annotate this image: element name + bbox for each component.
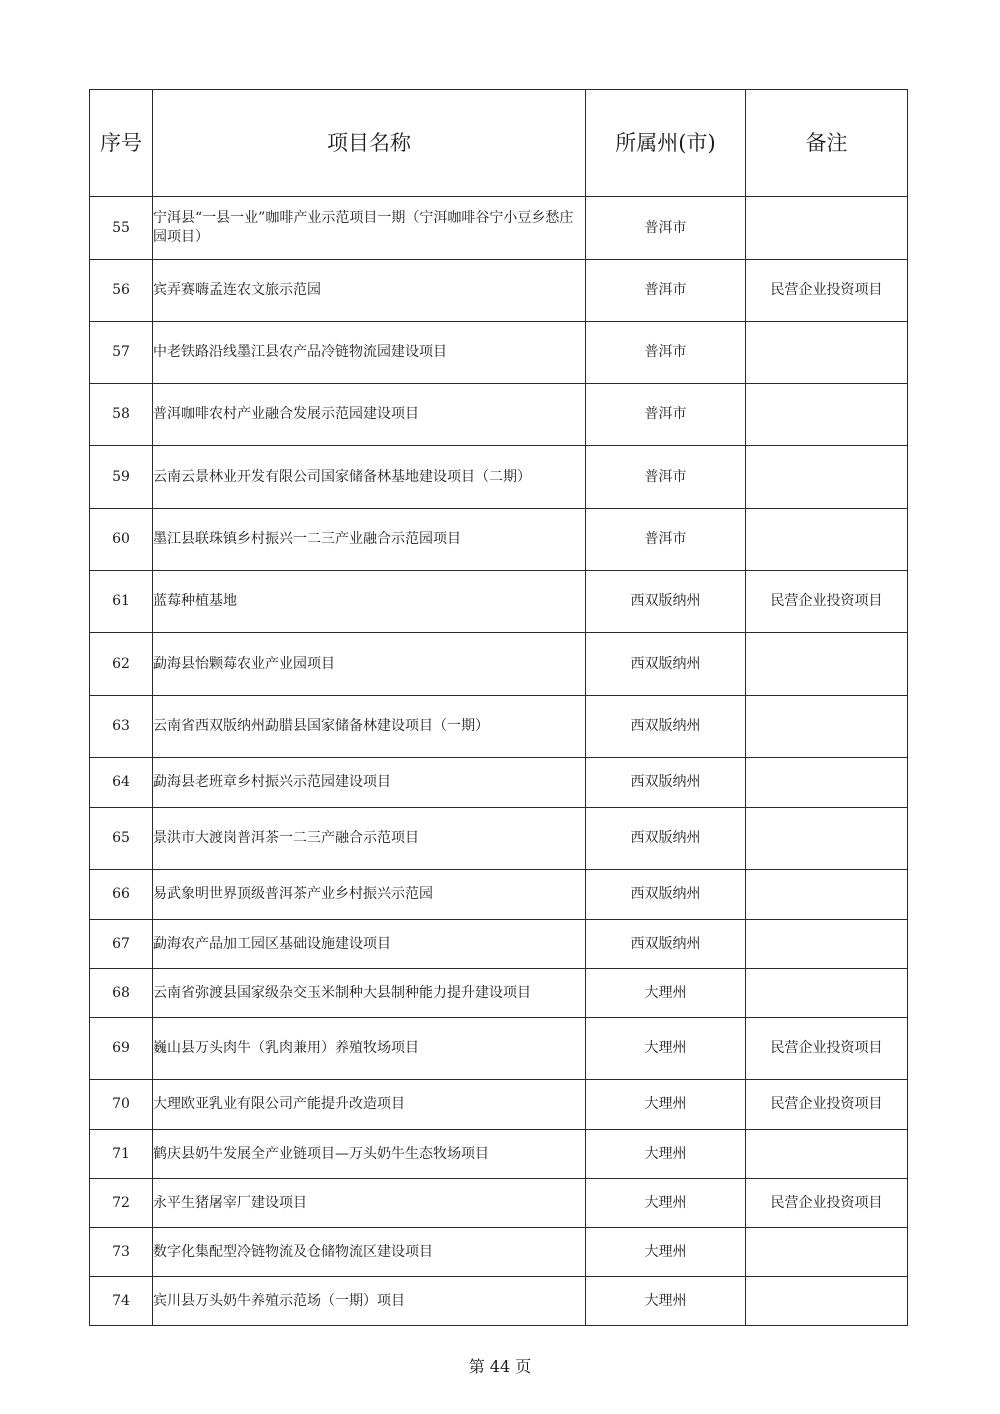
row-index: 57 <box>90 322 153 384</box>
row-city: 西双版纳州 <box>586 696 746 758</box>
row-city: 大理州 <box>586 1228 746 1277</box>
row-city: 西双版纳州 <box>586 758 746 808</box>
row-project-name: 云南省弥渡县国家级杂交玉米制种大县制种能力提升建设项目 <box>153 969 586 1018</box>
row-index: 56 <box>90 260 153 322</box>
row-index: 71 <box>90 1130 153 1179</box>
row-project-name: 勐海县老班章乡村振兴示范园建设项目 <box>153 758 586 808</box>
row-note <box>746 920 908 969</box>
table-header-row <box>90 90 908 197</box>
table-row <box>90 696 908 758</box>
table-row <box>90 969 908 1018</box>
row-city: 大理州 <box>586 1277 746 1326</box>
table-row <box>90 1080 908 1130</box>
row-note <box>746 633 908 696</box>
row-index: 68 <box>90 969 153 1018</box>
table-row <box>90 446 908 509</box>
row-project-name: 普洱咖啡农村产业融合发展示范园建设项目 <box>153 384 586 446</box>
row-project-name: 易武象明世界顶级普洱茶产业乡村振兴示范园 <box>153 870 586 920</box>
row-index: 61 <box>90 571 153 633</box>
table-row <box>90 758 908 808</box>
row-city: 普洱市 <box>586 322 746 384</box>
row-note <box>746 1228 908 1277</box>
row-note <box>746 1130 908 1179</box>
row-note: 民营企业投资项目 <box>746 1018 908 1080</box>
row-note <box>746 1277 908 1326</box>
row-index: 69 <box>90 1018 153 1080</box>
table-row <box>90 1277 908 1326</box>
table-row <box>90 1179 908 1228</box>
row-note <box>746 969 908 1018</box>
row-index: 60 <box>90 509 153 571</box>
row-city: 普洱市 <box>586 446 746 509</box>
row-city: 西双版纳州 <box>586 920 746 969</box>
table-row <box>90 1018 908 1080</box>
row-city: 大理州 <box>586 1130 746 1179</box>
row-note <box>746 322 908 384</box>
row-project-name: 中老铁路沿线墨江县农产品冷链物流园建设项目 <box>153 322 586 384</box>
row-project-name: 云南云景林业开发有限公司国家储备林基地建设项目（二期） <box>153 446 586 509</box>
row-note <box>746 197 908 260</box>
row-index: 74 <box>90 1277 153 1326</box>
row-project-name: 宁洱县“一县一业”咖啡产业示范项目一期（宁洱咖啡谷宁小豆乡愁庄园项目） <box>153 197 586 260</box>
row-project-name: 勐海县怡颗莓农业产业园项目 <box>153 633 586 696</box>
row-index: 65 <box>90 808 153 870</box>
row-project-name: 景洪市大渡岗普洱茶一二三产融合示范项目 <box>153 808 586 870</box>
row-project-name: 永平生猪屠宰厂建设项目 <box>153 1179 586 1228</box>
header-project-name: 项目名称 <box>153 90 586 197</box>
table-body <box>90 197 908 1326</box>
row-note <box>746 509 908 571</box>
row-note <box>746 758 908 808</box>
row-city: 普洱市 <box>586 260 746 322</box>
row-city: 普洱市 <box>586 384 746 446</box>
table-row <box>90 1228 908 1277</box>
row-note <box>746 808 908 870</box>
row-note: 民营企业投资项目 <box>746 571 908 633</box>
row-index: 67 <box>90 920 153 969</box>
row-city: 西双版纳州 <box>586 870 746 920</box>
row-index: 59 <box>90 446 153 509</box>
row-city: 大理州 <box>586 1179 746 1228</box>
table-row <box>90 322 908 384</box>
row-city: 普洱市 <box>586 197 746 260</box>
table-row <box>90 870 908 920</box>
row-note <box>746 870 908 920</box>
row-note <box>746 384 908 446</box>
row-project-name: 宾川县万头奶牛养殖示范场（一期）项目 <box>153 1277 586 1326</box>
table-row <box>90 1130 908 1179</box>
row-note: 民营企业投资项目 <box>746 1179 908 1228</box>
row-city: 大理州 <box>586 969 746 1018</box>
row-project-name: 数字化集配型冷链物流及仓储物流区建设项目 <box>153 1228 586 1277</box>
row-city: 普洱市 <box>586 509 746 571</box>
row-project-name: 蓝莓种植基地 <box>153 571 586 633</box>
header-city: 所属州(市) <box>586 90 746 197</box>
row-note <box>746 446 908 509</box>
row-city: 西双版纳州 <box>586 571 746 633</box>
table-row <box>90 509 908 571</box>
row-city: 西双版纳州 <box>586 808 746 870</box>
row-index: 70 <box>90 1080 153 1130</box>
row-project-name: 墨江县联珠镇乡村振兴一二三产业融合示范园项目 <box>153 509 586 571</box>
row-project-name: 宾弄赛嗨孟连农文旅示范园 <box>153 260 586 322</box>
table-row <box>90 384 908 446</box>
row-project-name: 鹤庆县奶牛发展全产业链项目—万头奶牛生态牧场项目 <box>153 1130 586 1179</box>
header-note: 备注 <box>746 90 908 197</box>
row-index: 66 <box>90 870 153 920</box>
table-row <box>90 920 908 969</box>
row-project-name: 巍山县万头肉牛（乳肉兼用）养殖牧场项目 <box>153 1018 586 1080</box>
row-index: 55 <box>90 197 153 260</box>
row-city: 大理州 <box>586 1080 746 1130</box>
row-project-name: 大理欧亚乳业有限公司产能提升改造项目 <box>153 1080 586 1130</box>
table-row <box>90 571 908 633</box>
table-row <box>90 197 908 260</box>
row-note: 民营企业投资项目 <box>746 1080 908 1130</box>
row-project-name: 勐海农产品加工园区基础设施建设项目 <box>153 920 586 969</box>
row-note <box>746 696 908 758</box>
row-city: 大理州 <box>586 1018 746 1080</box>
row-project-name: 云南省西双版纳州勐腊县国家储备林建设项目（一期） <box>153 696 586 758</box>
page-number: 第 44 页 <box>468 1357 532 1376</box>
row-note: 民营企业投资项目 <box>746 260 908 322</box>
row-index: 63 <box>90 696 153 758</box>
row-index: 62 <box>90 633 153 696</box>
row-index: 73 <box>90 1228 153 1277</box>
table-row <box>90 808 908 870</box>
table-row <box>90 260 908 322</box>
project-table <box>89 89 908 1326</box>
row-index: 64 <box>90 758 153 808</box>
header-index: 序号 <box>90 90 153 197</box>
row-index: 72 <box>90 1179 153 1228</box>
table-row <box>90 633 908 696</box>
row-index: 58 <box>90 384 153 446</box>
row-city: 西双版纳州 <box>586 633 746 696</box>
